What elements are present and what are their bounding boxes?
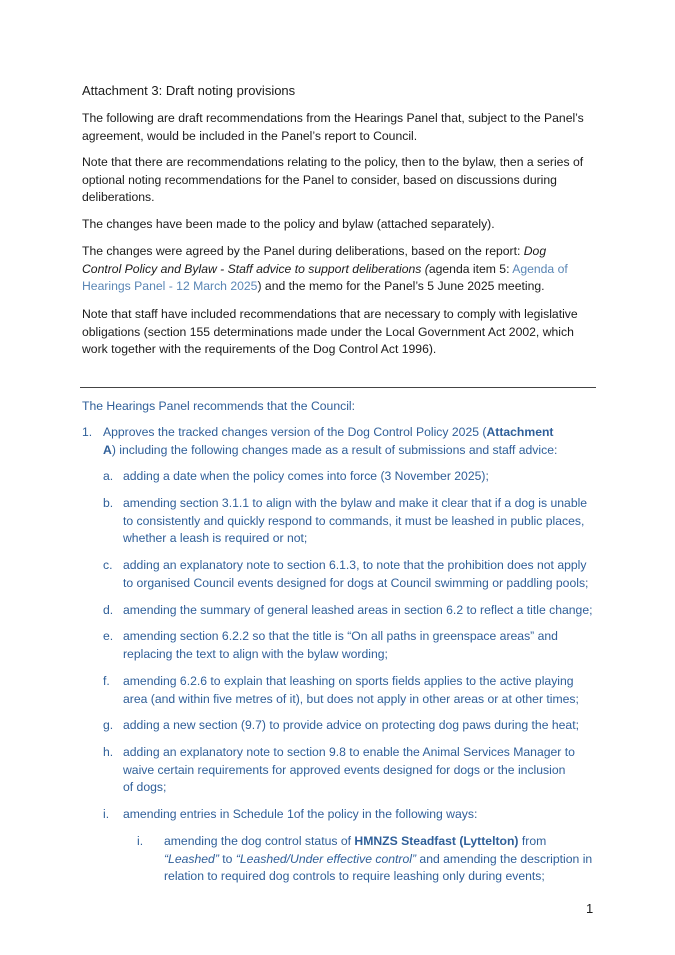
page-heading: Attachment 3: Draft noting provisions	[82, 83, 296, 98]
sub-item-text: adding an explanatory note to section 6.1.3, to note that the prohibition does not apply to organised Council events designed for dogs at Council swimming or paddling pools;	[123, 558, 589, 590]
rec-1-number: 1.	[82, 425, 93, 439]
sub-item-letter: i.	[103, 807, 110, 821]
rec-1-text-a: Approves the tracked changes version of the Dog Control Policy 2025 (	[103, 425, 487, 439]
agenda-link[interactable]: Agenda of Hearings Panel - 12 March 2025	[82, 261, 568, 293]
page-number: 1	[586, 901, 594, 916]
report-title: Dog Control Policy and Bylaw - Staff advice to support deliberations (	[82, 244, 547, 276]
recommend-lead: The Hearings Panel recommends that the Council:	[82, 399, 356, 413]
intro-paragraph-3: The changes have been made to the policy and bylaw (attached separately).	[82, 217, 495, 231]
sub-item-text: adding a new section (9.7) to provide advice on protecting dog paws during the heat;	[123, 718, 579, 732]
agreed-lead: The changes were agreed by the Panel during deliberations, based on the report:	[82, 244, 524, 258]
sub-item-text: amending 6.2.6 to explain that leashing on sports fields applies to the active playing area (and within five metres of it), but does not apply in other areas or at other times;	[123, 674, 579, 706]
agreed-paragraph	[82, 243, 587, 296]
roman-text-e: to	[218, 851, 236, 866]
roman-text-c: from	[518, 834, 547, 848]
intro-paragraph-1: The following are draft recommendations from the Hearings Panel that, subject to the Panel’s agreement, would be included in the Panel’s report to Council.	[82, 111, 584, 143]
sub-item-text: adding a date when the policy comes into force (3 November 2025);	[123, 469, 489, 483]
sub-item-letter: f.	[103, 674, 110, 688]
sub-item-text: adding an explanatory note to section 9.8 to enable the Animal Services Manager to waive certain requirements for approved events designed for dogs or the inclusion of dogs;	[123, 745, 575, 794]
sub-item-letter: d.	[103, 603, 114, 617]
roman-item-text	[164, 833, 594, 886]
roman-item-numeral: i.	[137, 834, 144, 848]
roman-text-a: amending the dog control status of	[164, 834, 355, 848]
section-divider	[80, 387, 596, 388]
sub-item-text: amending entries in Schedule 1of the policy in the following ways:	[123, 807, 478, 821]
sub-item-letter: b.	[103, 496, 114, 510]
agreed-agenda: agenda item 5:	[428, 261, 513, 276]
sub-item-text: amending the summary of general leashed areas in section 6.2 to reflect a title change;	[123, 603, 593, 617]
intro-paragraph-2: Note that there are recommendations relating to the policy, then to the bylaw, then a series of optional noting recommendations for the Panel to consider, based on discussions during deliberations.	[82, 155, 584, 204]
legislative-paragraph: Note that staff have included recommendations that are necessary to comply with legislative obligations (section 155 determinations made under the Local Government Act 2002, which work together with the requirements of the Dog Control Act 1996).	[82, 307, 578, 356]
rec-1-text	[103, 424, 563, 459]
vessel-name: HMNZS Steadfast (Lyttelton)	[354, 834, 519, 848]
sub-item-text: amending section 6.2.2 so that the title is “On all paths in greenspace areas” and replacing the text to align with the bylaw wording;	[123, 629, 558, 661]
sub-item-letter: h.	[103, 745, 114, 759]
sub-item-text: amending section 3.1.1 to align with the bylaw and make it clear that if a dog is unable to consistently and quickly respond to commands, it must be leashed in public places, whether a leash is required or not;	[123, 496, 588, 545]
old-status: “Leashed”	[164, 851, 219, 866]
roman-text-g: and amending the description in relation to required dog controls to require leashing only during events;	[164, 851, 593, 883]
new-status: “Leashed/Under effective control”	[235, 851, 417, 866]
agreed-tail: ) and the memo for the Panel’s 5 June 2025 meeting.	[257, 279, 545, 293]
rec-1-text-c: ) including the following changes made as a result of submissions and staff advice:	[111, 442, 558, 457]
sub-item-letter: c.	[103, 558, 113, 572]
sub-item-letter: g.	[103, 718, 114, 732]
sub-item-letter: a.	[103, 469, 114, 483]
sub-item-letter: e.	[103, 629, 114, 643]
rec-1-attachment: Attachment A	[103, 425, 554, 457]
